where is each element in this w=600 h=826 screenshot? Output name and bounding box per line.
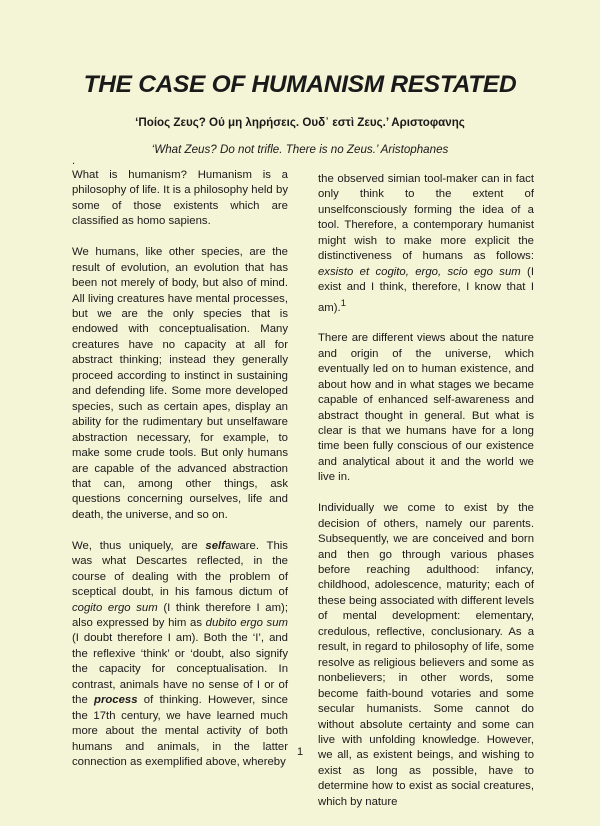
paragraph: We humans, like other species, are the result of evolution, an evolution that has been not merely of body, but also of mind. All living creatures have mental processes, but we are the only species that is endowed with conceptualisation. Many creatures have no capacity at all for abstract thinking; instead they generally proceed according to instinct in sustaining and defending life. Some more developed species, such as certain apes, display an ability for the rudimentary but unselfaware abstraction necessary, for example, to make some crude tools. But only humans are capable of the advanced abstraction that can, among other things, ask questions concerning ourselves, life and death, the universe, and so on. xyxy=(72,246,288,521)
latin-phrase: dubito ergo sum xyxy=(205,617,288,630)
page-title: THE CASE OF HUMANISM RESTATED xyxy=(83,71,517,98)
text-run: the observed simian tool-maker can in fact only think to the extent of unselfconsciously forming the idea of a tool. Therefore, a contemporary humanist might wish to make more explicit the distinctiveness of humans as follows: xyxy=(318,173,534,263)
footnote-marker[interactable]: 1 xyxy=(340,297,346,309)
text-run: of thinking. However, since the 17th century, we have learned much more about the mental activity of both humans and animals, in the latter connection as exemplified above, whereby xyxy=(72,694,288,769)
paragraph xyxy=(318,172,534,316)
paragraph: There are different views about the nature and origin of the universe, which eventually led on to human existence, and about how and in what stages we became capable of enhanced self-awareness and abstract thought in general. But what is clear is that we humans have for a long time been fully conscious of our existence and analytical about it and the world we live in. xyxy=(318,332,534,484)
text-run: (I exist and I think, therefore, I know that I am). xyxy=(318,265,534,314)
epigraph-greek: ‘Ποίος Ζευς? Ού μη ληρήσεις. Ουδ᾽ εστὶ Ζευς.’ Αριστοφανης xyxy=(135,116,465,129)
stray-marker: . xyxy=(72,155,76,167)
text-run: (I think therefore I am); also expressed by him as xyxy=(72,601,288,630)
right-column xyxy=(318,172,534,826)
text-run: aware. This was what Descartes reflected, in the course of dealing with the problem of sceptical doubt, in his famous dictum of xyxy=(72,539,288,599)
latin-phrase: cogito ergo sum xyxy=(72,601,158,614)
paragraph: What is humanism? Humanism is a philosophy of life. It is a philosophy held by some of those existents which are classified as homo sapiens. xyxy=(72,169,288,228)
paragraph: Individually we come to exist by the decision of others, namely our parents. Subsequently, we are conceived and born and then go through various phases before reaching adulthood: infancy, childhood, adolescence, maturity; each of these being associated with different levels of mental development: elementary, credulous, reflective, conclusionary. As a result, in regard to philosophy of life, some resolve as religious believers and some as nonbelievers; in other words, some become faith-bound votaries and some secular humanists. Some cannot do without absolute certainty and some can live with unfolding knowledge. However, we all, as existent beings, and wishing to exist as long as possible, have to determine how to exist as social creatures, which by nature xyxy=(318,502,534,808)
latin-phrase: exsisto et cogito, ergo, scio ego sum xyxy=(318,265,521,278)
emphasis-process: process xyxy=(94,694,138,707)
paragraph xyxy=(72,539,288,771)
text-run: (I doubt therefore I am). Both the ‘I’, and the reflexive ‘think’ or ‘doubt, also signify the capacity for conceptualisation. In contrast, animals have no sense of I or of the xyxy=(72,632,288,707)
page-number: 1 xyxy=(296,746,304,758)
emphasis-self: self xyxy=(205,539,225,552)
left-column xyxy=(72,168,288,786)
epigraph-translation: ‘What Zeus? Do not trifle. There is no Zeus.’ Aristophanes xyxy=(151,143,449,156)
text-run: We, thus uniquely, are xyxy=(72,539,206,552)
